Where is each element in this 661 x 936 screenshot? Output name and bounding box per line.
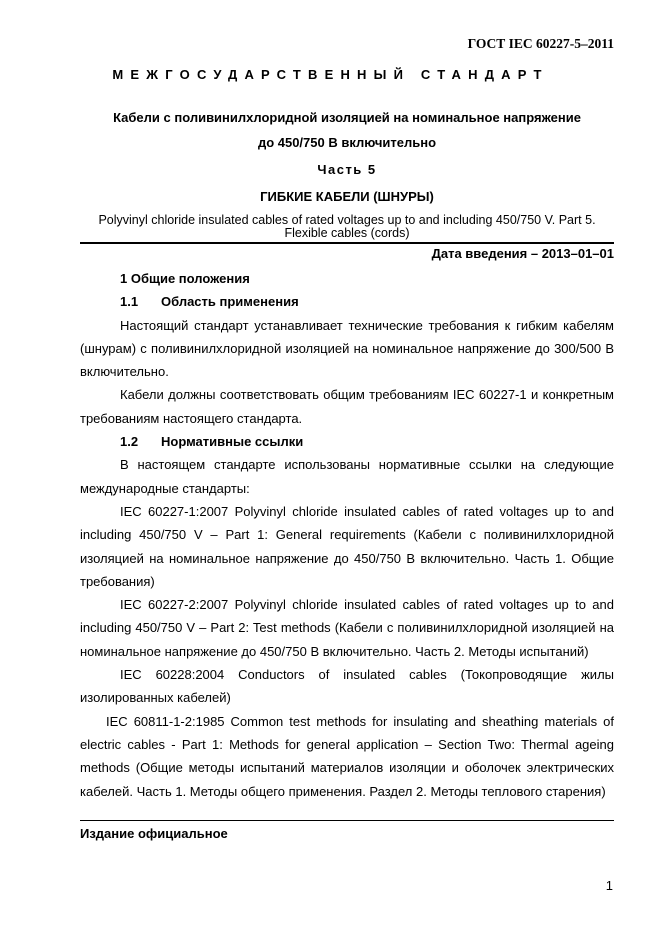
section-1-heading: 1 Общие положения	[120, 271, 250, 286]
reference-iec-60811-1-2: IEC 60811-1-2:1985 Common test methods for insulating and sheathing materials of electric cables - Part 1: Methods for general application – Section Two: Thermal ageing methods (Общие методы испытаний материалов изоляции и оболочек электрических кабелей. Часть 1. Методы общего применения. Раздел 2. Методы теплового старения)	[80, 713, 614, 799]
title-line-1: Кабели с поливинилхлоридной изоляцией на номинальное напряжение	[113, 110, 581, 125]
english-title-line-2: Flexible cables (cords)	[284, 226, 410, 240]
body-text	[80, 267, 614, 803]
section-1-2-number: 1.2	[120, 434, 139, 450]
reference-iec-60227-1: IEC 60227-1:2007 Polyvinyl chloride insulated cables of rated voltages up to and including 450/750 V – Part 1: General requirements (Кабели с поливинилхлоридной изоляцией на номинальное напряжение до 450/750 В включительно. Часть 1. Общие требования)	[80, 503, 614, 589]
section-1-2-paragraph-1: В настоящем стандарте использованы нормативные ссылки на следующие международные стандарты:	[80, 457, 614, 496]
section-1-2-title: Нормативные ссылки	[161, 434, 304, 450]
section-1-1-title: Область применения	[161, 294, 299, 310]
section-1-1-heading	[80, 290, 614, 313]
english-title	[80, 214, 614, 240]
section-1-1-number: 1.1	[120, 294, 139, 310]
subtitle: ГИБКИЕ КАБЕЛИ (ШНУРЫ)	[260, 189, 434, 204]
intro-date: Дата введения – 2013–01–01	[431, 246, 614, 261]
section-1-2-heading	[80, 430, 614, 453]
english-title-line-1: Polyvinyl chloride insulated cables of rated voltages up to and including 450/750 V. Part 5.	[98, 213, 596, 227]
section-1-1-paragraph-2: Кабели должны соответствовать общим требованиям IEC 60227-1 и конкретным требованиям настоящего стандарта.	[80, 387, 614, 426]
edition-divider	[80, 820, 614, 821]
section-1-1-paragraph-1: Настоящий стандарт устанавливает технические требования к гибким кабелям (шнурам) с поливинилхлоридной изоляцией на номинальное напряжение до 300/500 В включительно.	[80, 317, 614, 380]
standard-code: ГОСТ IEC 60227-5–2011	[467, 36, 614, 51]
part-label: Часть 5	[317, 162, 377, 177]
edition-label: Издание официальное	[80, 826, 228, 841]
reference-iec-60227-2: IEC 60227-2:2007 Polyvinyl chloride insulated cables of rated voltages up to and including 450/750 V – Part 2: Test methods (Кабели с поливинилхлоридной изоляцией на номинальное напряжение до 450/750 В включительно. Часть 2. Методы испытаний)	[80, 597, 614, 659]
page-number: 1	[605, 878, 613, 893]
reference-iec-60228: IEC 60228:2004 Conductors of insulated cables (Токопроводящие жилы изолированных кабелей)	[80, 667, 614, 706]
interstate-standard-label: МЕЖГОСУДАРСТВЕННЫЙ СТАНДАРТ	[112, 67, 549, 82]
title-divider	[80, 242, 614, 244]
title-line-2: до 450/750 В включительно	[257, 135, 437, 150]
